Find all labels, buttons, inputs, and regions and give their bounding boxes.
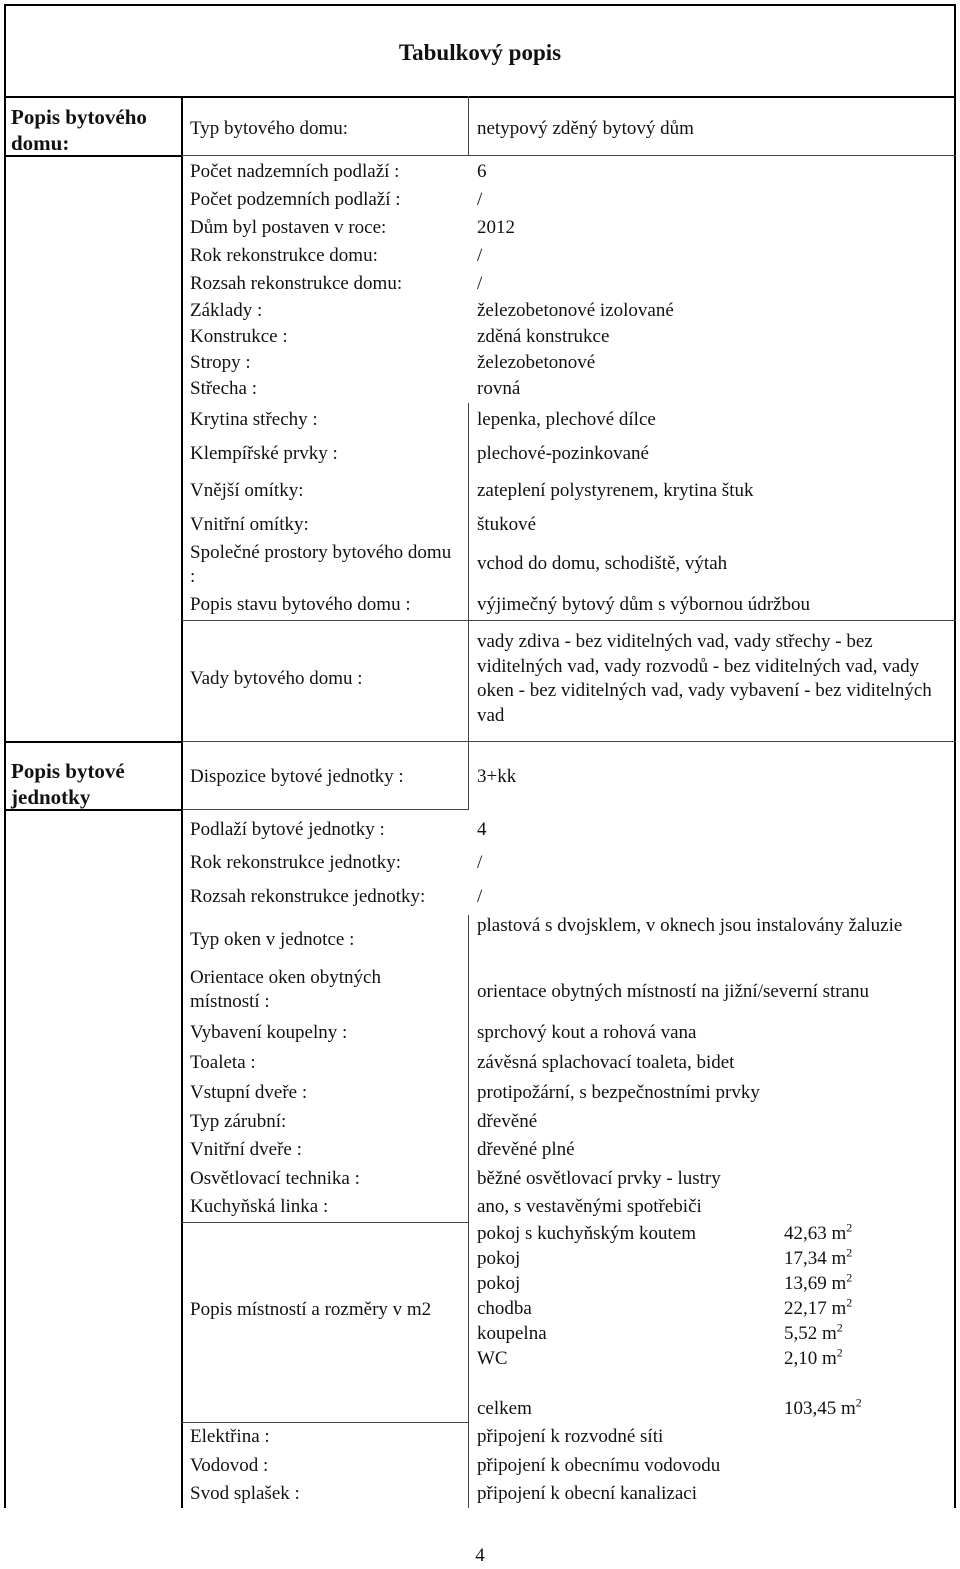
room-area: 22,17 $m^2$ <box>784 1295 853 1319</box>
floors-below-label: Počet podzemních podlaží : <box>190 189 401 210</box>
house-defects-value: vady zdiva - bez viditelných vad, vady střechy - bez viditelných vad, vady rozvodů - bez viditelných vad, vady oken - bez viditelných vad, vady vybavení - bez viditelných vad <box>477 631 932 726</box>
roof-value: rovná <box>477 378 521 399</box>
lighting-label: Osvětlovací technika : <box>190 1168 360 1189</box>
built-year-label: Dům byl postaven v roce: <box>190 217 387 238</box>
lighting-value: běžné osvětlovací prvky - lustry <box>477 1168 721 1189</box>
foundations-label: Základy : <box>190 300 263 321</box>
tinsmith-label: Klempířské prvky : <box>190 443 338 464</box>
row-line <box>182 741 956 742</box>
common-areas-label: Společné prostory bytového domu : <box>190 542 452 587</box>
rooms-label: Popis místností a rozměry v m2 <box>190 1299 432 1320</box>
built-year-value: 2012 <box>477 217 515 238</box>
room-area: 5,52 $m^2$ <box>784 1320 843 1344</box>
room-area: 42,63 $m^2$ <box>784 1220 853 1244</box>
sewage-value: připojení k obecní kanalizaci <box>477 1483 697 1504</box>
house-condition-value: výjimečný bytový dům s výbornou údržbou <box>477 594 810 615</box>
water-value: připojení k obecnímu vodovodu <box>477 1455 721 1476</box>
exterior-plaster-value: zateplení polystyrenem, krytina štuk <box>477 480 754 501</box>
ceilings-label: Stropy : <box>190 352 251 373</box>
electricity-value: připojení k rozvodné síti <box>477 1426 664 1447</box>
ceilings-value: železobetonové <box>477 352 596 373</box>
value-column-divider <box>468 741 469 809</box>
house-reconstruction-scope-value: / <box>477 273 483 294</box>
unit-floor-label: Podlaží bytové jednotky : <box>190 819 385 840</box>
room-name: chodba <box>477 1298 532 1319</box>
floors-above-label: Počet nadzemních podlaží : <box>190 161 400 182</box>
roof-covering-label: Krytina střechy : <box>190 409 318 430</box>
section-unit-divider <box>4 741 183 743</box>
bathroom-value: sprchový kout a rohová vana <box>477 1022 697 1043</box>
page-title: Tabulkový popis <box>398 40 562 65</box>
value-column-divider <box>468 403 469 741</box>
interior-door-value: dřevěné plné <box>477 1139 575 1160</box>
toilet-label: Toaleta : <box>190 1052 256 1073</box>
unit-reconstruction-year-label: Rok rekonstrukce jednotky: <box>190 852 402 873</box>
value-column-divider <box>468 96 469 156</box>
row-line <box>182 1222 469 1223</box>
kitchen-value: ano, s vestavěnými spotřebiči <box>477 1196 702 1217</box>
bathroom-label: Vybavení koupelny : <box>190 1022 348 1043</box>
row-line <box>182 1422 469 1423</box>
row-line <box>182 620 956 621</box>
windows-label: Typ oken v jednotce : <box>190 929 355 950</box>
rooms-total-area: 103,45 $m^2$ <box>784 1395 862 1419</box>
house-condition-label: Popis stavu bytového domu : <box>190 594 411 615</box>
room-name: WC <box>477 1348 508 1369</box>
value-column-divider <box>468 915 469 1508</box>
roof-label: Střecha : <box>190 378 258 399</box>
electricity-label: Elektřina : <box>190 1426 270 1447</box>
foundations-value: železobetonové izolované <box>477 300 674 321</box>
label-column-divider <box>181 96 183 1508</box>
title-divider <box>4 96 956 98</box>
exterior-plaster-label: Vnější omítky: <box>190 480 304 501</box>
room-name: pokoj s kuchyňským koutem <box>477 1223 697 1244</box>
house-reconstruction-scope-label: Rozsah rekonstrukce domu: <box>190 273 403 294</box>
roof-covering-value: lepenka, plechové dílce <box>477 409 656 430</box>
room-area: 13,69 $m^2$ <box>784 1270 853 1294</box>
unit-reconstruction-year-value: / <box>477 852 483 873</box>
house-reconstruction-year-value: / <box>477 245 483 266</box>
house-defects-label: Vady bytového domu : <box>190 668 363 689</box>
construction-value: zděná konstrukce <box>477 326 610 347</box>
toilet-value: závěsná splachovací toaleta, bidet <box>477 1052 735 1073</box>
tinsmith-value: plechové-pozinkované <box>477 443 649 464</box>
interior-door-label: Vnitřní dveře : <box>190 1139 302 1160</box>
sewage-label: Svod splašek : <box>190 1483 300 1504</box>
common-areas-value: vchod do domu, schodiště, výtah <box>477 553 728 574</box>
unit-layout-value: 3+kk <box>477 766 517 787</box>
house-reconstruction-year-label: Rok rekonstrukce domu: <box>190 245 378 266</box>
unit-layout-label: Dispozice bytové jednotky : <box>190 766 404 787</box>
kitchen-label: Kuchyňská linka : <box>190 1196 329 1217</box>
room-area: 2,10 $m^2$ <box>784 1345 843 1369</box>
floors-above-value: 6 <box>477 161 487 182</box>
rooms-total-label: celkem <box>477 1398 532 1419</box>
door-frame-label: Typ zárubní: <box>190 1111 287 1132</box>
unit-floor-value: 4 <box>477 819 487 840</box>
house-type-label: Typ bytového domu: <box>190 118 349 139</box>
section-unit-title: Popis bytové jednotky <box>11 759 125 809</box>
entrance-door-value: protipožární, s bezpečnostními prvky <box>477 1082 760 1103</box>
construction-label: Konstrukce : <box>190 326 288 347</box>
door-frame-value: dřevěné <box>477 1111 538 1132</box>
unit-reconstruction-scope-label: Rozsah rekonstrukce jednotky: <box>190 886 426 907</box>
row-line <box>182 809 469 810</box>
water-label: Vodovod : <box>190 1455 269 1476</box>
room-area: 17,34 $m^2$ <box>784 1245 853 1269</box>
room-name: koupelna <box>477 1323 547 1344</box>
orientation-value: orientace obytných místností na jižní/severní stranu <box>477 981 870 1002</box>
room-name: pokoj <box>477 1248 521 1269</box>
orientation-label: Orientace oken obytných místností : <box>190 967 381 1012</box>
interior-plaster-label: Vnitřní omítky: <box>190 514 309 535</box>
page-number: 4 <box>475 1545 485 1566</box>
interior-plaster-value: štukové <box>477 514 537 535</box>
entrance-door-label: Vstupní dveře : <box>190 1082 308 1103</box>
room-name: pokoj <box>477 1273 521 1294</box>
house-type-value: netypový zděný bytový dům <box>477 118 694 139</box>
windows-value: plastová s dvojsklem, v oknech jsou instalovány žaluzie <box>477 915 903 936</box>
floors-below-value: / <box>477 189 483 210</box>
unit-reconstruction-scope-value: / <box>477 886 483 907</box>
row-line <box>182 155 956 156</box>
section-house-title: Popis bytového domu: <box>11 105 147 155</box>
